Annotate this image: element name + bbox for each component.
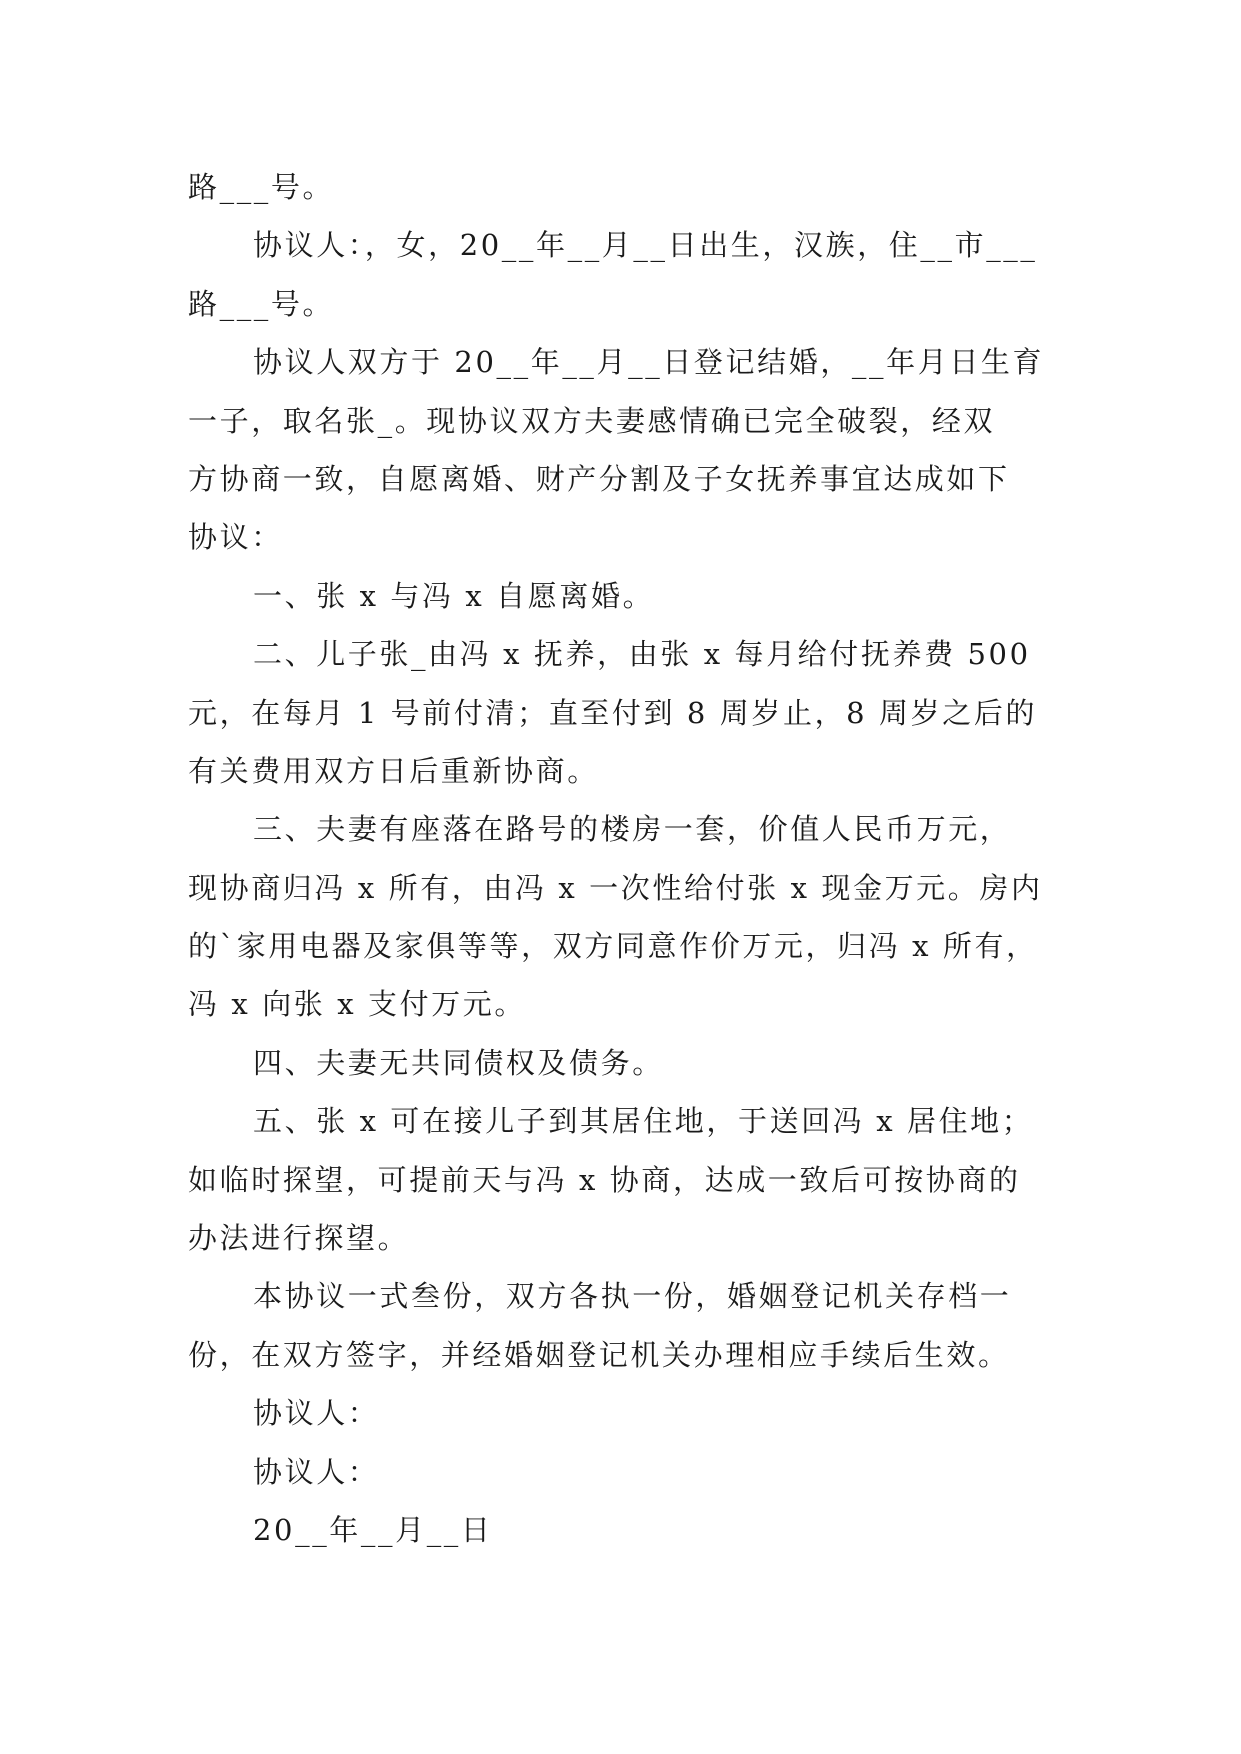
text-line: 四、夫妻无共同债权及债务。 [253,1045,664,1080]
text-line: 协议人双方于 20__年__月__日登记结婚，__年月日生育 [253,345,1045,380]
text-line: 路___号。 [188,170,335,204]
signature-label: 协议人： [253,1454,380,1489]
text-line: 一子，取名张_。现协议双方夫妻感情确已完全破裂，经双 [188,403,996,438]
text-line: 二、儿子张_由冯 x 抚养，由张 x 每月给付抚养费 500 [253,637,1031,672]
text-line: 本协议一式叁份，双方各执一份，婚姻登记机关存档一 [253,1279,1012,1314]
signature-label: 协议人： [253,1396,380,1431]
text-line: 的`家用电器及家俱等等，双方同意作价万元，归冯 x 所有， [188,929,1038,964]
document-body [188,158,1050,1559]
text-line: 元，在每月 1 号前付清；直至付到 8 周岁止，8 周岁之后的 [188,695,1038,730]
text-line: 协议： [188,520,283,555]
text-line: 份，在双方签字，并经婚姻登记机关办理相应手续后生效。 [188,1337,1010,1372]
text-line: 如临时探望，可提前天与冯 x 协商，达成一致后可按协商的 [188,1162,1021,1197]
text-line: 办法进行探望。 [188,1221,410,1256]
text-line: 路___号。 [188,286,335,321]
text-line: 一、张 x 与冯 x 自愿离婚。 [253,578,655,613]
date-line: 20__年__月__日 [253,1512,493,1547]
text-line: 三、夫妻有座落在路号的楼房一套，价值人民币万元， [253,812,1012,847]
text-line: 有关费用双方日后重新协商。 [188,753,599,788]
text-line: 现协商归冯 x 所有，由冯 x 一次性给付张 x 现金万元。房内 [188,870,1043,905]
text-line: 冯 x 向张 x 支付万元。 [188,987,526,1022]
text-line: 方协商一致，自愿离婚、财产分割及子女抚养事宜达成如下 [188,461,1010,496]
text-line: 五、张 x 可在接儿子到其居住地，于送回冯 x 居住地； [253,1104,1034,1139]
text-line: 协议人：，女，20__年__月__日出生，汉族，住__市___ [253,228,1038,263]
